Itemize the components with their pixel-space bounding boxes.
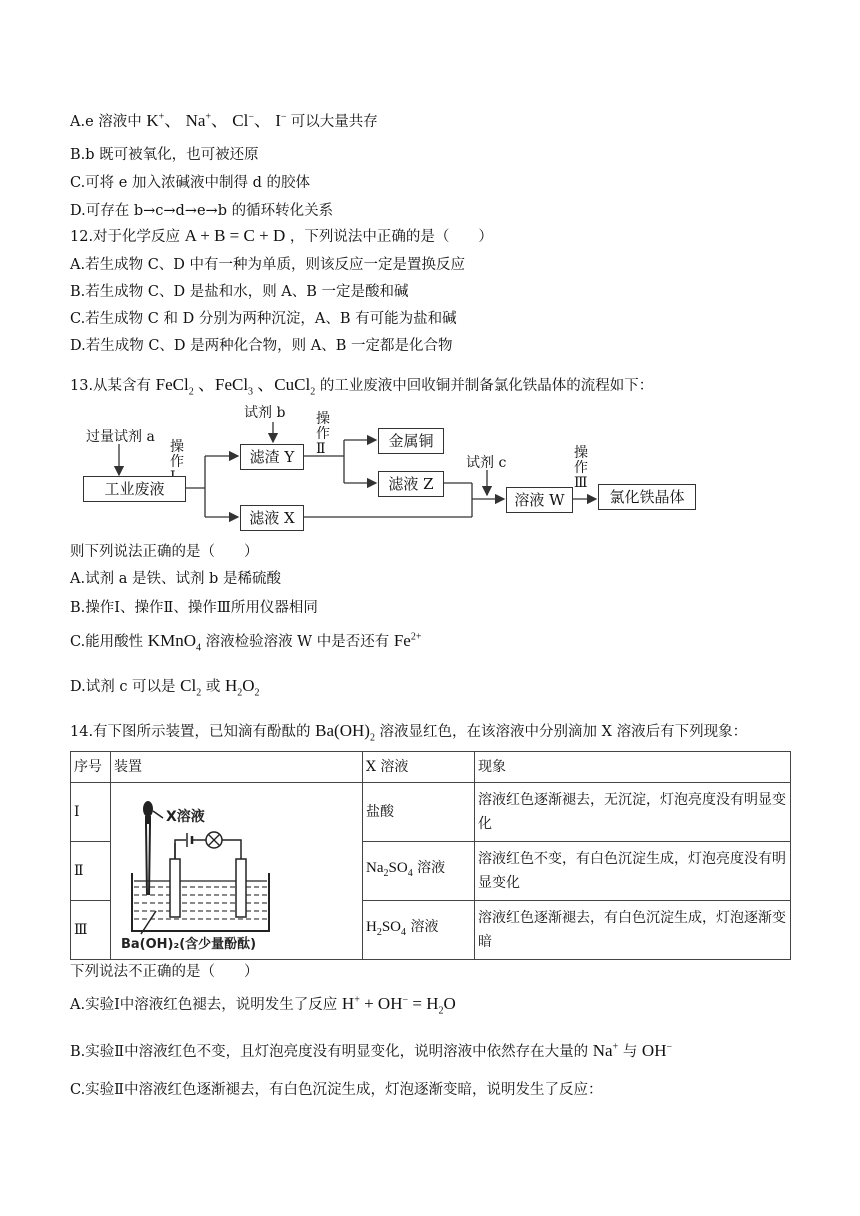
flow-op3: 操作Ⅲ [574,445,588,491]
flow-reagent-a: 过量试剂 a [86,429,155,445]
q13-option-b: B.操作Ⅰ、操作Ⅱ、操作Ⅲ所用仪器相同 [70,600,318,616]
flow-op2: 操作Ⅱ [316,411,330,457]
q12-option-d: D.若生成物 C、D 是两种化合物，则 A、B 一定都是化合物 [70,338,453,354]
q13-option-d: D.试剂 c 可以是 $Cl_2$ 或 $H_2O_2$ [70,676,260,699]
header-phenomenon: 现象 [475,752,791,783]
flow-box-residue-y: 滤渣 Y [240,444,304,470]
experiment-table [70,751,791,960]
q13-question: 则下列说法正确的是（ ） [70,544,259,560]
ion-list: K+、 Na+、 Cl−、 I− [146,111,287,130]
q13-species: FeCl$_2$ 、FeCl$_3$ 、CuCl$_2$ [155,375,316,398]
table-row: Ⅰ X溶液 Ba(OH)₂(含少量酚酞) 盐酸 溶液红色逐渐褪去，无沉淀，灯泡亮度没有明显变化 [71,783,791,842]
flow-reagent-b: 试剂 b [244,405,286,421]
apparatus-figure [111,783,363,960]
flow-box-filtrate-z: 滤液 Z [378,471,444,497]
flow-reagent-c: 试剂 c [466,455,507,471]
flow-op1: 操作 [170,439,184,470]
q13-stem: 13.从某含有 FeCl$_2$ 、FeCl$_3$ 、CuCl$_2$ 的工业废液中回收铜并制备氯化铁晶体的流程如下： [70,375,654,398]
q13-option-c: C.能用酸性 KMnO$_4$ 溶液检验溶液 W 中是否还有 $Fe^{2+}$ [70,631,422,654]
table-header-row [71,752,791,783]
q12-option-a: A.若生成物 C、D 中有一种为单质，则该反应一定是置换反应 [70,257,466,273]
flow-box-waste: 工业废液 [83,476,186,502]
q12-stem: 12.对于化学反应 A + B = C + D ，下列说法中正确的是（ ） [70,226,493,245]
flow-box-filtrate-x: 滤液 X [240,505,304,531]
x-solution-label: X溶液 [166,809,205,825]
apparatus-diagram [111,783,356,951]
q11-option-b: B.b 既可被氧化，也可被还原 [70,147,259,163]
q11-option-a: A.e 溶液中 K+、 Na+、 Cl−、 I− 可以大量共存 [70,111,378,130]
q12-option-b: B.若生成物 C、D 是盐和水，则 A、B 一定是酸和碱 [70,284,409,300]
q13-flowchart [70,402,730,542]
base-solution-label: Ba(OH)₂(含少量酚酞) [121,937,257,951]
flow-box-copper: 金属铜 [378,428,444,454]
table-row: Ⅱ $Na_2SO_4$ 溶液 溶液红色不变，有白色沉淀生成，灯泡亮度没有明显变化 [71,842,791,901]
flow-box-crystal: 氯化铁晶体 [598,484,696,510]
q14-question: 下列说法不正确的是（ ） [70,964,259,980]
q12-option-c: C.若生成物 C 和 D 分别为两种沉淀，A、B 有可能为盐和碱 [70,311,457,327]
q13-option-a: A.试剂 a 是铁、试剂 b 是稀硫酸 [70,571,281,587]
q14-option-b: B.实验Ⅱ中溶液红色不变，且灯泡亮度没有明显变化，说明溶液中依然存在大量的 Na+ 与 OH− [70,1041,673,1060]
q11-option-c: C.可将 e 加入浓碱液中制得 d 的胶体 [70,175,310,191]
q14-option-c: C.实验Ⅱ中溶液红色逐渐褪去，有白色沉淀生成，灯泡逐渐变暗，说明发生了反应： [70,1082,603,1098]
flow-box-solution-w: 溶液 W [506,487,573,513]
header-apparatus: 装置 [111,752,363,783]
header-solution: X 溶液 [363,752,475,783]
table-row: Ⅲ $H_2SO_4$ 溶液 溶液红色逐渐褪去，有白色沉淀生成，灯泡逐渐变暗 [71,901,791,960]
header-number: 序号 [71,752,111,783]
q14-stem: 14.有下图所示装置，已知滴有酚酞的 $Ba(OH)_2$ 溶液显红色，在该溶液中分别滴加 X 溶液后有下列现象： [70,721,748,744]
q14-option-a: A.实验Ⅰ中溶液红色褪去，说明发生了反应 $H^+ + OH^- = H_2O$ [70,994,456,1017]
q11-option-d: D.可存在 b→c→d→e→b 的循环转化关系 [70,203,334,219]
